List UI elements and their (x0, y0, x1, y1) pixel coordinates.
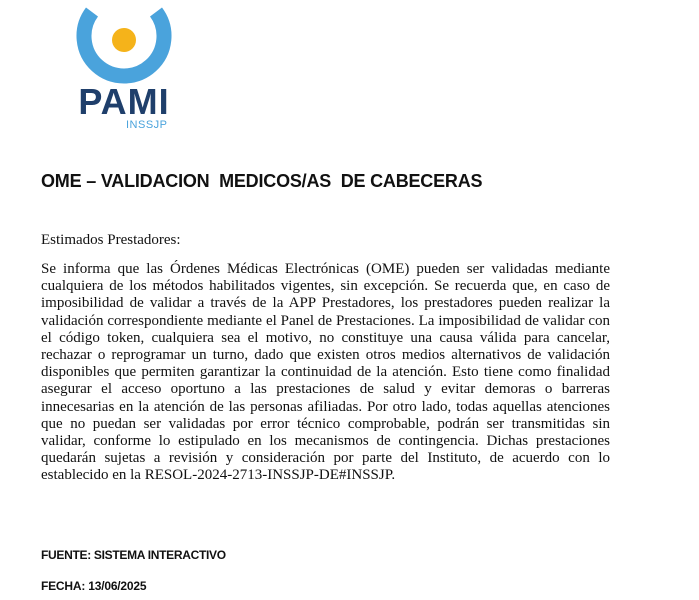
pami-logo (54, 4, 194, 131)
date-line: FECHA: 13/06/2025 (41, 579, 147, 593)
document-title: OME – VALIDACION MEDICOS/AS DE CABECERAS (41, 171, 483, 191)
body-paragraph: Se informa que las Órdenes Médicas Electrónicas (OME) pueden ser validadas mediante cualquiera de los métodos habilitados vigentes, sin excepción. Se recuerda que, en caso de imposibilidad de validar a través de la APP Prestadores, los prestadores pueden realizar la validación correspondiente mediante el Panel de Prestaciones. La imposibilidad de validar con el código token, cualquiera sea el motivo, no constituye una causa válida para cancelar, rechazar o reprogramar un turno, dado que existen otros medios alternativos de validación disponibles que permiten garantizar la continuidad de la atención. Esto tiene como finalidad asegurar el acceso oportuno a las prestaciones de salud y evitar demoras o barreras innecesarias en la atención de las personas afiliadas. Por otro lado, todas aquellas atenciones que no puedan ser validadas por error técnico comprobable, podrán ser transmitidas sin validar, conforme lo estipulado en los mecanismos de contingencia. Dichas prestaciones quedarán sujetas a revisión y consideración por parte del Instituto, de acuerdo con lo establecido en la RESOL-2024-2713-INSSJP-DE#INSSJP. (41, 261, 610, 484)
pami-emblem-icon (76, 4, 172, 86)
logo-subtitle: INSSJP (126, 119, 168, 131)
logo-dot (112, 28, 136, 52)
source-line: FUENTE: SISTEMA INTERACTIVO (41, 548, 226, 562)
greeting: Estimados Prestadores: (41, 232, 181, 248)
logo-wordmark: PAMI (78, 81, 170, 122)
